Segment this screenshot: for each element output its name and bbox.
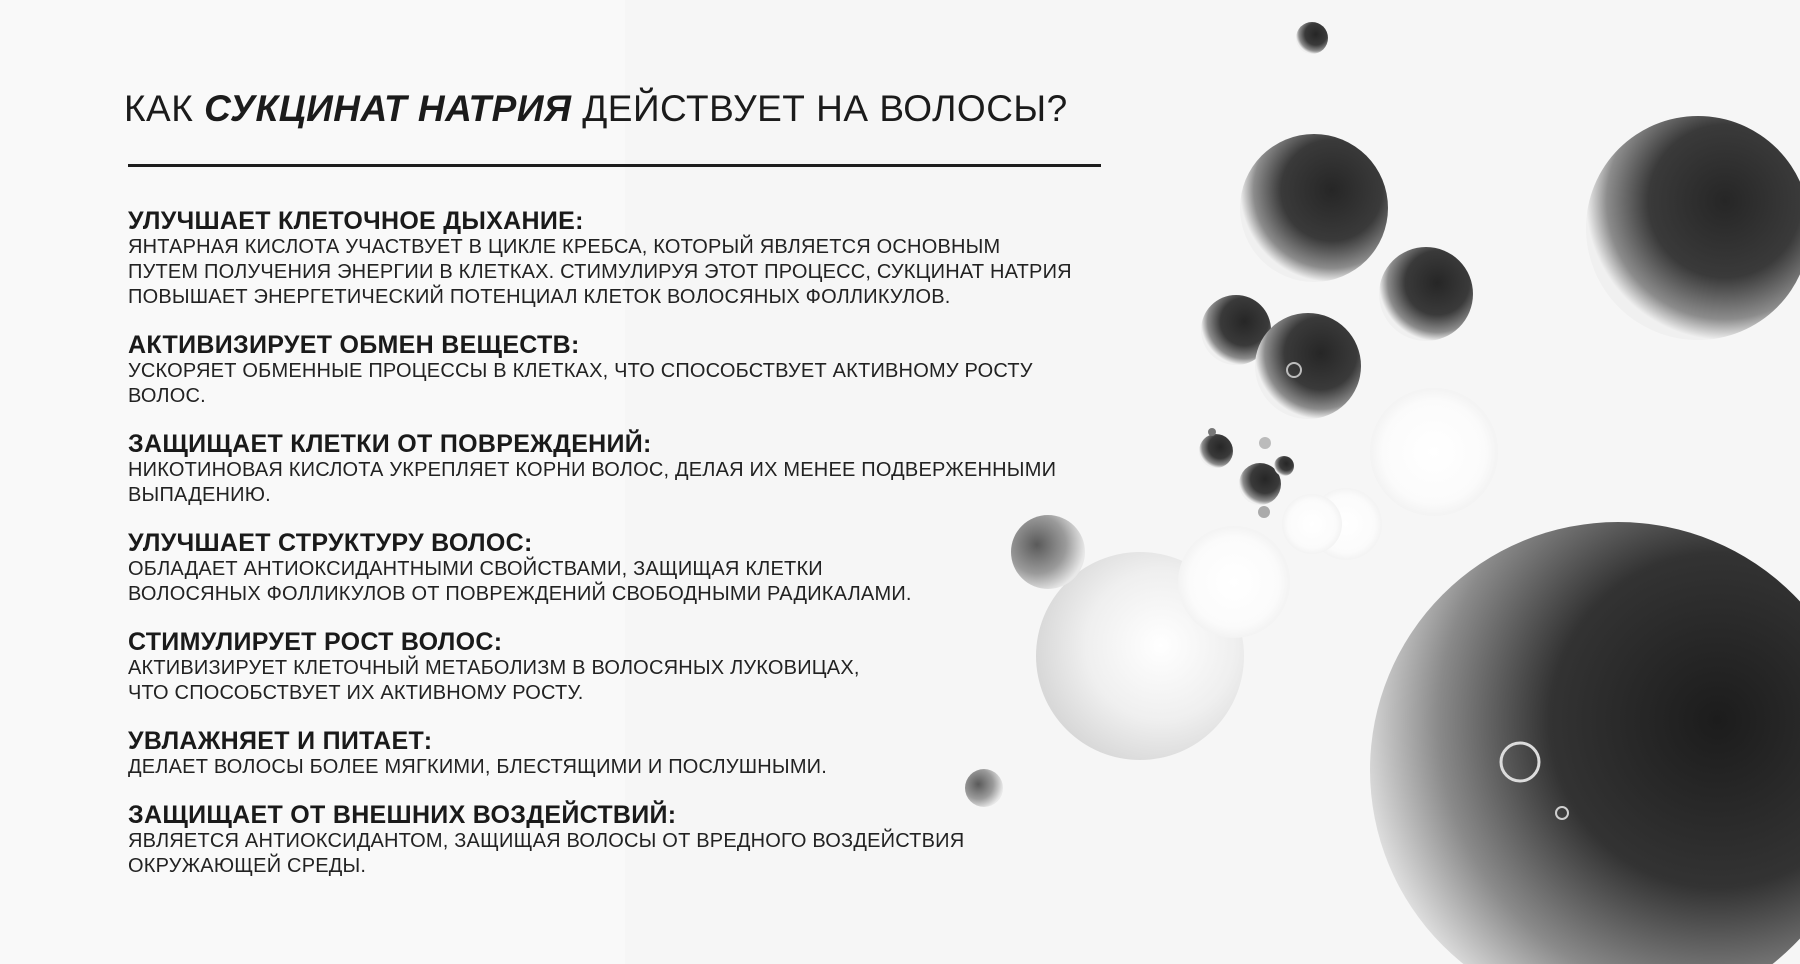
benefit-heading: СТИМУЛИРУЕТ РОСТ ВОЛОС: [128, 628, 503, 656]
benefit-text: ЯВЛЯЕТСЯ АНТИОКСИДАНТОМ, ЗАЩИЩАЯ ВОЛОСЫ ОТ ВРЕДНОГО ВОЗДЕЙСТВИЯ ОКРУЖАЮЩЕЙ СРЕДЫ. [128, 830, 965, 877]
benefit-text: НИКОТИНОВАЯ КИСЛОТА УКРЕПЛЯЕТ КОРНИ ВОЛОС, ДЕЛАЯ ИХ МЕНЕЕ ПОДВЕРЖЕННЫМИ ВЫПАДЕНИЮ. [128, 459, 1057, 506]
benefit-text: УСКОРЯЕТ ОБМЕННЫЕ ПРОЦЕССЫ В КЛЕТКАХ, ЧТО СПОСОБСТВУЕТ АКТИВНОМУ РОСТУ ВОЛОС. [128, 360, 1033, 407]
bubble [1199, 434, 1233, 468]
benefit-item [128, 431, 1168, 508]
bubble [1296, 22, 1328, 54]
benefit-item [128, 802, 1168, 879]
benefit-text: ЯНТАРНАЯ КИСЛОТА УЧАСТВУЕТ В ЦИКЛЕ КРЕБСА, КОТОРЫЙ ЯВЛЯЕТСЯ ОСНОВНЫМ ПУТЕМ ПОЛУЧЕНИЯ ЭНЕРГИИ В КЛЕТКАХ. СТИМУЛИРУЯ ЭТОТ ПРОЦЕСС, СУКЦИНАТ НАТРИЯ ПОВЫШАЕТ ЭНЕРГЕТИЧЕСКИЙ ПОТЕНЦИАЛ КЛЕТОК ВОЛОСЯНЫХ ФОЛЛИКУЛОВ. [128, 236, 1072, 308]
bubble [1240, 134, 1388, 282]
benefit-heading: АКТИВИЗИРУЕТ ОБМЕН ВЕЩЕСТВ: [128, 331, 580, 359]
benefit-item [128, 332, 1168, 409]
benefit-item [128, 629, 1168, 706]
benefit-heading: УВЛАЖНЯЕТ И ПИТАЕТ: [128, 727, 433, 755]
bubble-light [1178, 526, 1290, 638]
bubble [1258, 506, 1270, 518]
benefit-heading: УЛУЧШАЕТ КЛЕТОЧНОЕ ДЫХАНИЕ: [128, 207, 584, 235]
title-suffix: ДЕЙСТВУЕТ НА ВОЛОСЫ? [571, 88, 1068, 129]
benefit-text: ДЕЛАЕТ ВОЛОСЫ БОЛЕЕ МЯГКИМИ, БЛЕСТЯЩИМИ И ПОСЛУШНЫМИ. [128, 756, 828, 778]
bubble-light [1282, 494, 1342, 554]
benefit-text: ОБЛАДАЕТ АНТИОКСИДАНТНЫМИ СВОЙСТВАМИ, ЗАЩИЩАЯ КЛЕТКИ ВОЛОСЯНЫХ ФОЛЛИКУЛОВ ОТ ПОВРЕЖДЕНИЙ СВОБОДНЫМИ РАДИКАЛАМИ. [128, 558, 912, 605]
bubble-large [1370, 522, 1800, 964]
benefit-text: АКТИВИЗИРУЕТ КЛЕТОЧНЫЙ МЕТАБОЛИЗМ В ВОЛОСЯНЫХ ЛУКОВИЦАХ, ЧТО СПОСОБСТВУЕТ ИХ АКТИВНОМУ РОСТУ. [128, 657, 860, 704]
bubble [1255, 313, 1361, 419]
benefit-heading: ЗАЩИЩАЕТ КЛЕТКИ ОТ ПОВРЕЖДЕНИЙ: [128, 430, 652, 458]
benefit-item [128, 728, 1168, 780]
benefit-heading: УЛУЧШАЕТ СТРУКТУРУ ВОЛОС: [128, 529, 533, 557]
benefit-item [128, 208, 1168, 310]
benefit-heading: ЗАЩИЩАЕТ ОТ ВНЕШНИХ ВОЗДЕЙСТВИЙ: [128, 801, 677, 829]
bubble-glow [1370, 388, 1498, 516]
bubble [1274, 456, 1294, 476]
title-emphasis: СУКЦИНАТ НАТРИЯ [204, 88, 572, 129]
bubble [1379, 247, 1473, 341]
page-title [124, 84, 1068, 134]
title-prefix: КАК [124, 88, 205, 129]
benefits-list [128, 208, 1168, 901]
bubble [1208, 428, 1216, 436]
bubble [1259, 437, 1271, 449]
bubble-top-right [1586, 116, 1800, 340]
benefit-item [128, 530, 1168, 607]
title-divider [128, 164, 1101, 167]
